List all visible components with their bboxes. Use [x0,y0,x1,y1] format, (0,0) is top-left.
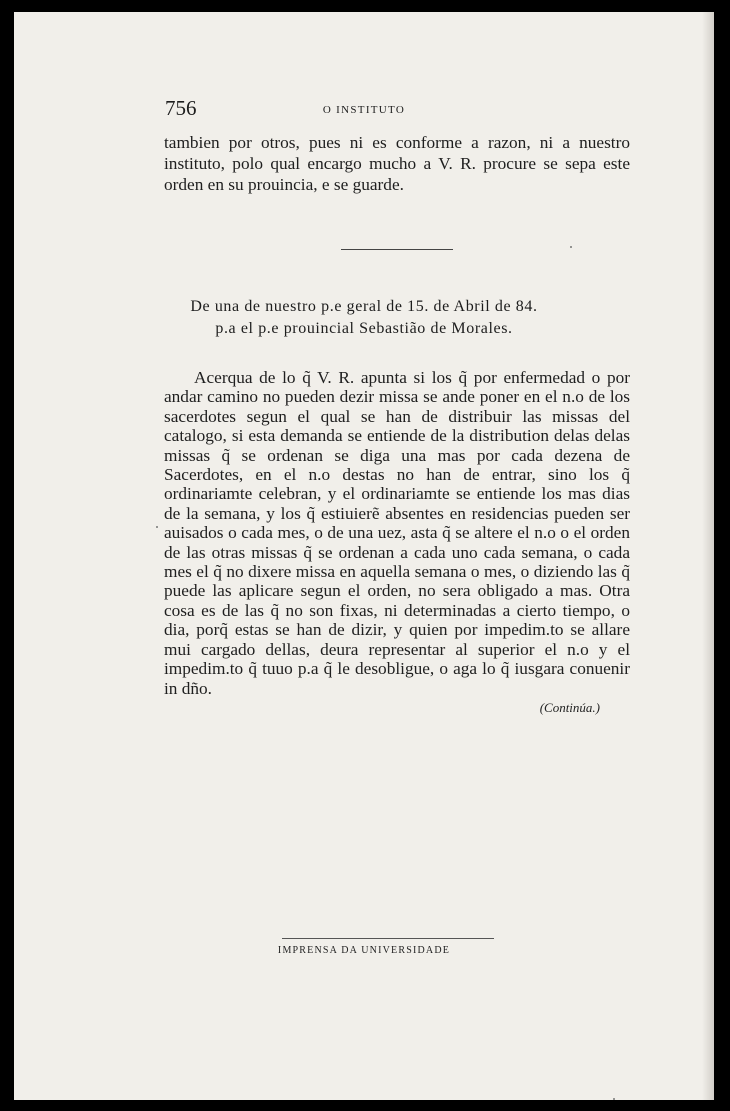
letter-heading-line-1: De una de nuestro p.e geral de 15. de Abril de 84. [190,298,538,315]
letter-heading-line-2: p.a el p.e prouincial Sebastião de Morales. [215,320,513,337]
letter-body [164,368,630,698]
footer-rule [282,938,494,939]
running-title: O INSTITUTO [322,104,406,116]
paper-speck [156,526,158,528]
letter-body-text: Acerqua de lo q̃ V. R. apunta si los q̃ por enfermedad o por andar camino no pueden dezir missa se ande poner en el n.o de los sacerdotes segun el qual se han de distribuir las missas del catalogo, si esta demanda se entiende de la distribution delas delas missas q̃ se ordenan se diga una mas por cada dezena de Sacerdotes, en el n.o destas no han de entrar, sino los q̃ ordinariamte celebran, y el ordinariamte se entiende los mas dias de la semana, y los q̃ estiuierẽ absentes en residencias pueden ser auisados o cada mes, o de una uez, asta q̃ se altere el n.o o el orden de las otras missas q̃ se ordenan a cada uno cada semana, o cada mes el q̃ no dixere missa en aquella semana o mes, o diziendo las q̃ puede las aplicare segun el orden, no sera obligado a mas. Otra cosa es de las q̃ no son fixas, ni determinadas a cierto tiempo, o dia, porq̃ estas se han de dizir, y quien por impedim.to se allare mui cargado dellas, deura representar al superior el n.o y el impedim.to q̃ tuuo p.a q̃ le desobligue, o aga lo q̃ iusgara conuenir in dño. [164,368,630,698]
printer-imprint: IMPRENSA DA UNIVERSIDADE [277,945,451,956]
letter-heading [14,296,714,340]
page-number: 756 [165,96,197,120]
continued-text: tambien por otros, pues ni es conforme a razon, ni a nuestro instituto, polo qual encargo mucho a V. R. procure se sepa este orden en su prouincia, e se guarde. [164,133,630,194]
continued-paragraph [164,132,630,195]
continued-note: (Continúa.) [539,700,600,715]
paper-speck [570,246,572,248]
page [14,12,714,1100]
page-edge-shadow [702,12,714,1100]
section-divider [341,249,453,250]
paper-speck [613,1098,615,1100]
